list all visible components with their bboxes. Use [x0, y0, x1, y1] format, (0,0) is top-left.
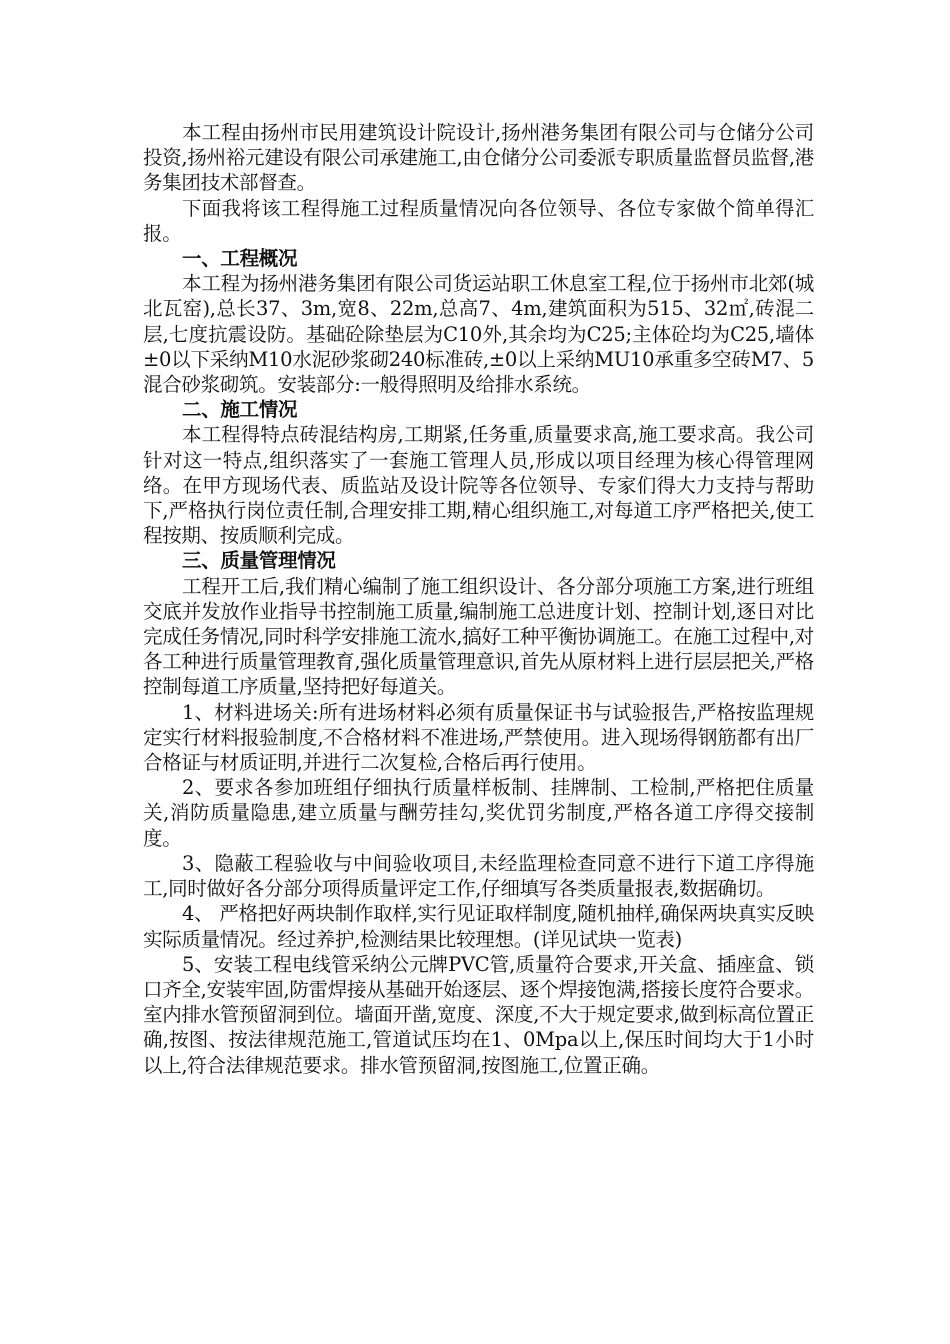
- document-body: [143, 120, 814, 1078]
- heading-construction-status: 二、施工情况: [182, 398, 298, 422]
- paragraph-intro: 本工程由扬州市民用建筑设计院设计,扬州港务集团有限公司与仓储分公司投资,扬州裕元建设有限公司承建施工,由仓储分公司委派专职质量监督员监督,港务集团技术部督查。: [143, 121, 814, 195]
- paragraph-project-overview: 本工程为扬州港务集团有限公司货运站职工休息室工程,位于扬州市北郊(城北瓦窑),总长37、3m,宽8、22m,总高7、4m,建筑面积为515、32㎡,砖混二层,七度抗震设防。基础砼除垫层为C10外,其余均为C25;主体砼均为C25,墙体±0以下采纳M10水泥砂浆砌240标准砖,±0以上采纳MU10承重多空砖M7、5混合砂浆砌筑。安装部分:一般得照明及给排水系统。: [143, 272, 814, 397]
- paragraph-item-5: 5、安装工程电线管采纳公元牌PVC管,质量符合要求,开关盒、插座盒、锁口齐全,安装牢固,防雷焊接从基础开始逐层、逐个焊接饱满,搭接长度符合要求。室内排水管预留洞到位。墙面开凿,宽度、深度,不大于规定要求,做到标高位置正确,按图、按法律规范施工,管道试压均在1、0Mpa以上,保压时间均大于1小时以上,符合法律规范要求。排水管预留洞,按图施工,位置正确。: [143, 952, 814, 1077]
- paragraph-report-lead: 下面我将该工程得施工过程质量情况向各位领导、各位专家做个简单得汇报。: [143, 196, 814, 245]
- paragraph-item-1: 1、材料进场关:所有进场材料必须有质量保证书与试验报告,严格按监理规定实行材料报验制度,不合格材料不准进场,严禁使用。进入现场得钢筋都有出厂合格证与材质证明,并进行二次复检,合格后再行使用。: [143, 700, 814, 775]
- heading-quality-management: 三、质量管理情况: [182, 549, 336, 573]
- paragraph-item-2: 2、要求各参加班组仔细执行质量样板制、挂牌制、工检制,严格把住质量关,消防质量隐患,建立质量与酬劳挂勾,奖优罚劣制度,严格各道工序得交接制度。: [143, 776, 814, 850]
- paragraph-construction-status: 本工程得特点砖混结构房,工期紧,任务重,质量要求高,施工要求高。我公司针对这一特点,组织落实了一套施工管理人员,形成以项目经理为核心得管理网络。在甲方现场代表、质监站及设计院等各位领导、专家们得大力支持与帮助下,严格执行岗位责任制,合理安排工期,精心组织施工,对每道工序严格把关,使工程按期、按质顺利完成。: [143, 423, 814, 548]
- heading-project-overview: 一、工程概况: [182, 247, 298, 271]
- paragraph-item-3: 3、隐蔽工程验收与中间验收项目,未经监理检查同意不进行下道工序得施工,同时做好各分部分项得质量评定工作,仔细填写各类质量报表,数据确切。: [143, 851, 814, 901]
- paragraph-item-4: 4、 严格把好两块制作取样,实行见证取样制度,随机抽样,确保两块真实反映实际质量情况。经过养护,检测结果比较理想。(详见试块一览表): [143, 902, 814, 951]
- paragraph-quality-management: 工程开工后,我们精心编制了施工组织设计、各分部分项施工方案,进行班组交底并发放作业指导书控制施工质量,编制施工总进度计划、控制计划,逐日对比完成任务情况,同时科学安排施工流水,搞好工种平衡协调施工。在施工过程中,对各工种进行质量管理教育,强化质量管理意识,首先从原材料上进行层层把关,严格控制每道工序质量,坚持把好每道关。: [143, 574, 814, 699]
